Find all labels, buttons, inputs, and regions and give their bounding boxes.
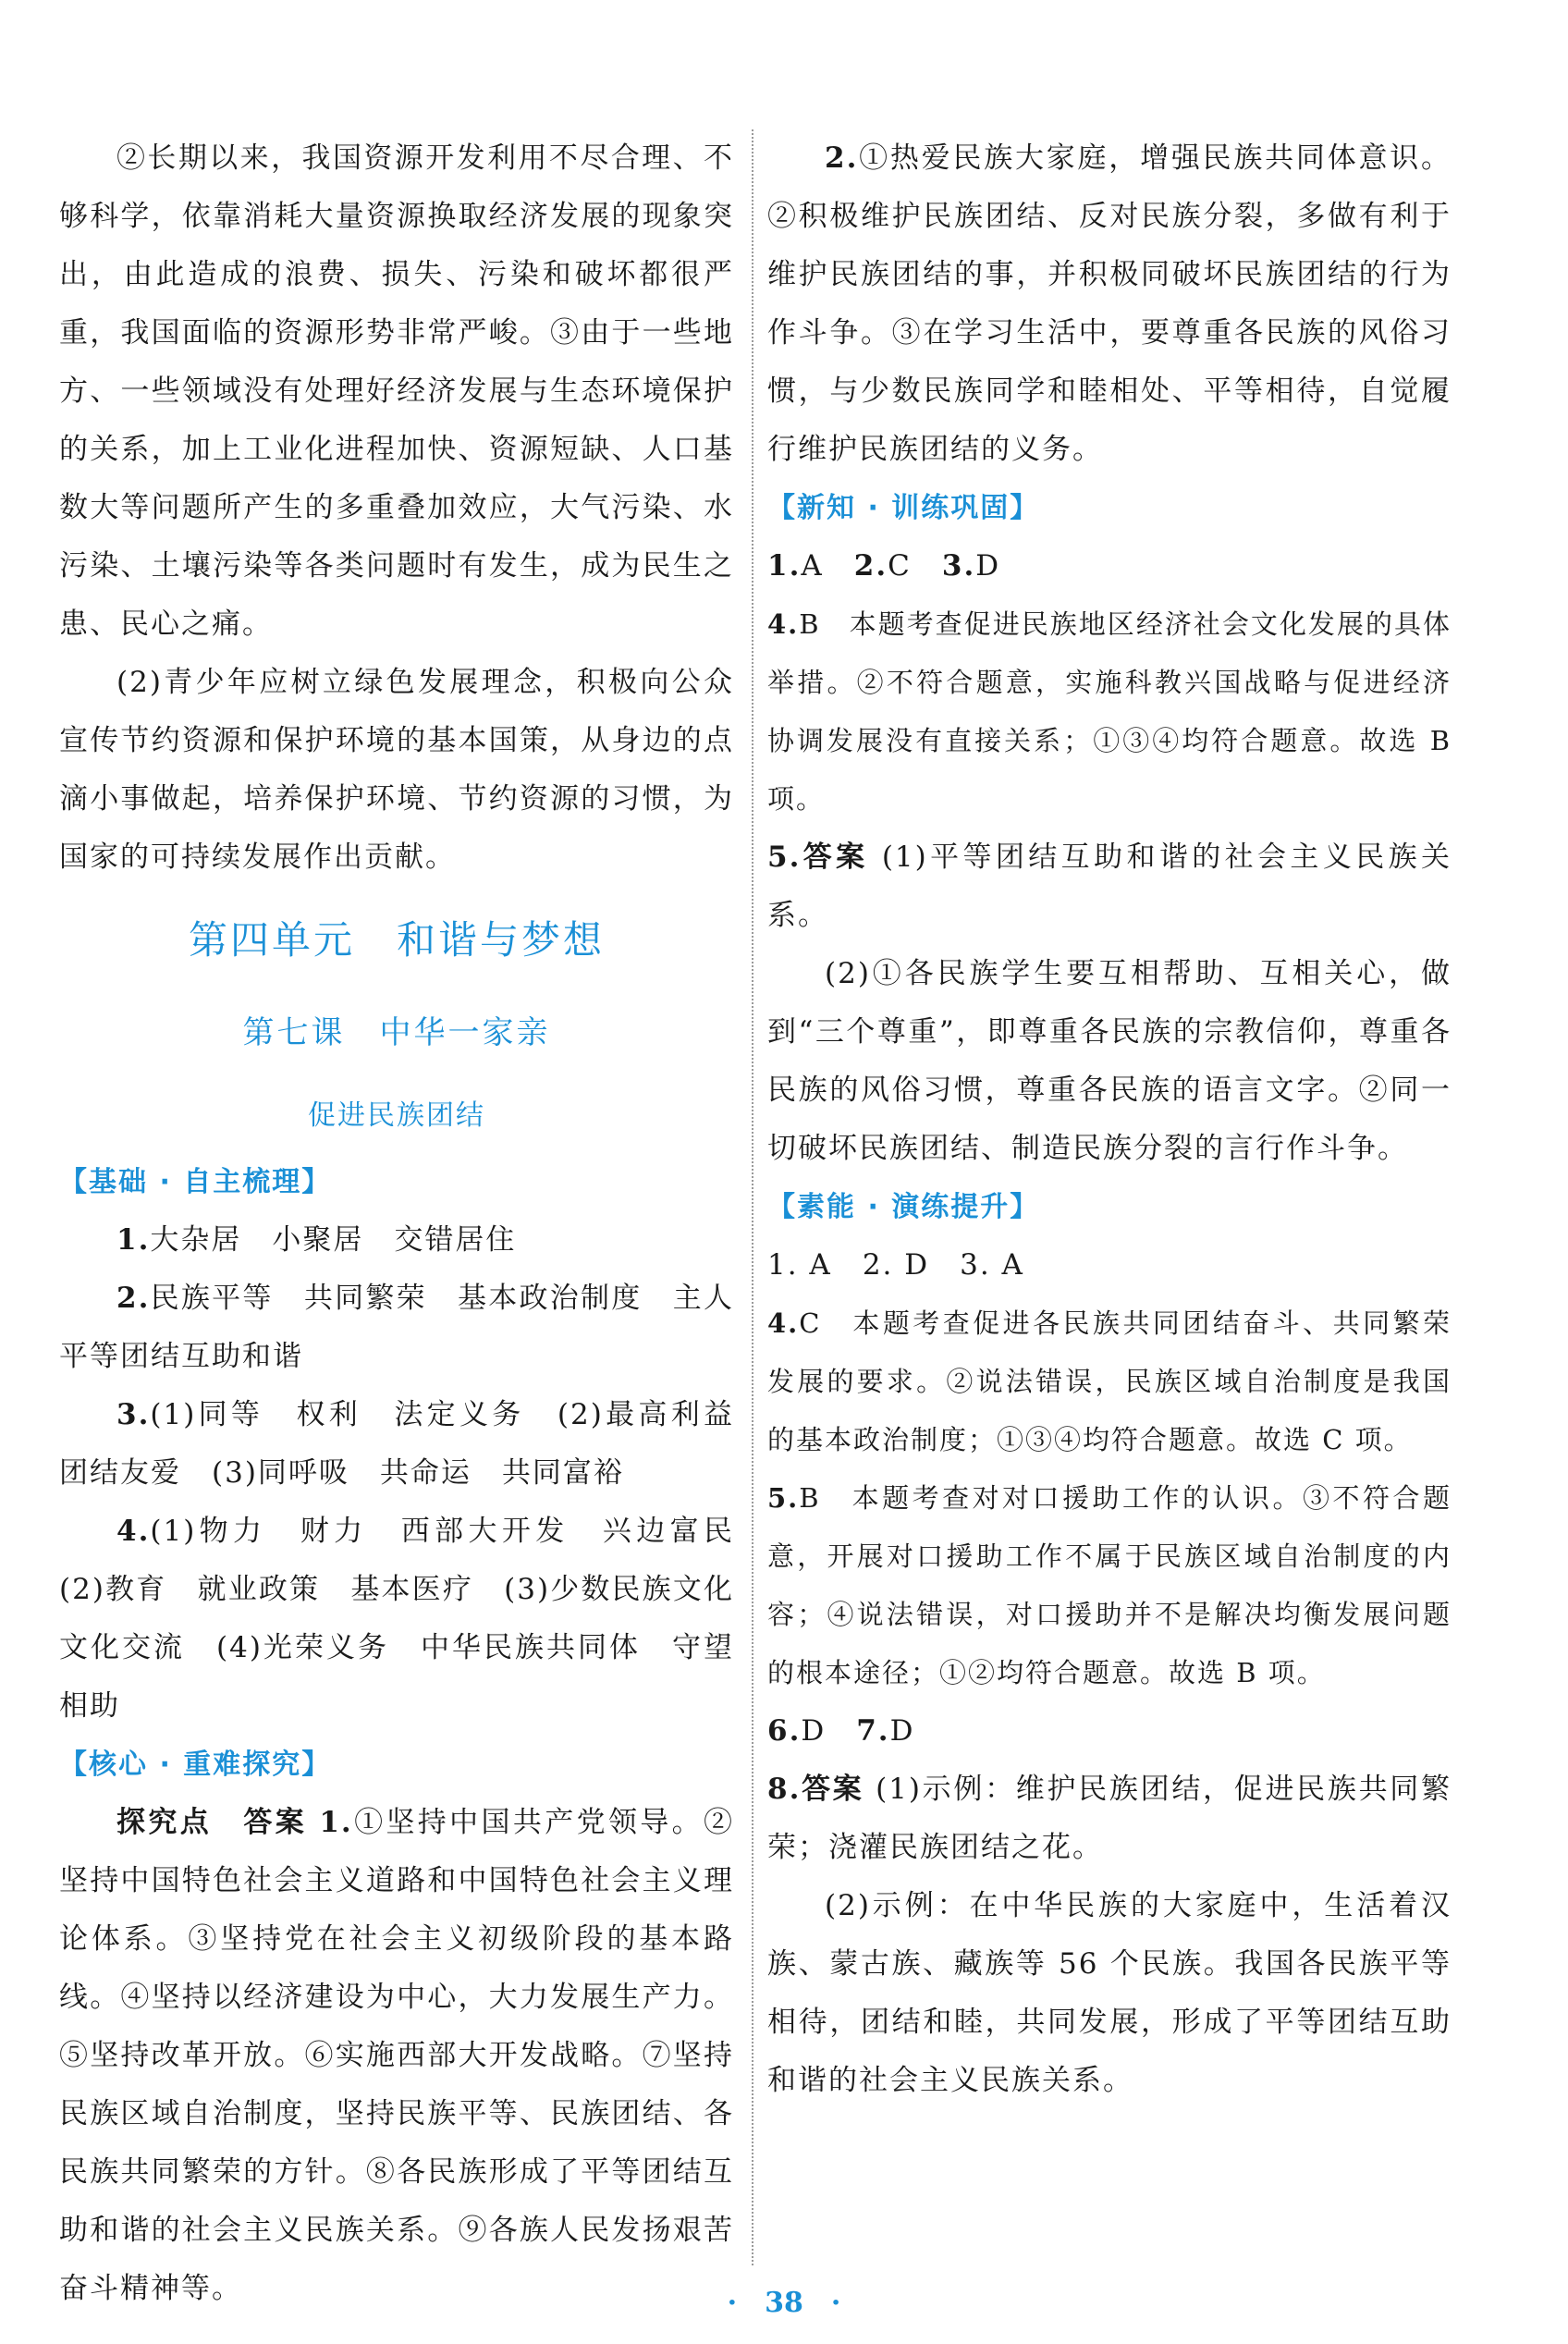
lesson-title: 第七课 中华一家亲 [242, 1014, 551, 1051]
new-answer-4 [767, 595, 1452, 828]
explore-answer-2-number: 2. [825, 141, 859, 175]
basic-item-4 [59, 1503, 765, 1736]
new-q2-number: 2. [853, 549, 888, 583]
explore-label: 探究点 答案 [116, 1806, 308, 1839]
basic-item-2-number: 2. [116, 1282, 151, 1315]
basic-item-3-number: 3. [116, 1398, 151, 1431]
skill-answer-8 [767, 1761, 1452, 1877]
basic-item-2-text: 民族平等 共同繁荣 基本政治制度 主人 平等团结互助和谐 [59, 1282, 765, 1373]
skill-q6-number: 6. [767, 1714, 802, 1748]
skill-q5-text: B 本题考查对对口援助工作的认识。③不符合题意，开展对口援助工作不属于民族区域自治制度的内容；④说法错误，对口援助并不是解决均衡发展问题的根本途径；①②均符合题意。故选 B 项。 [767, 1482, 1452, 1688]
intro-paragraph-1: ②长期以来，我国资源开发利用不尽合理、不够科学，依靠消耗大量资源换取经济发展的现象突出，由此造成的浪费、损失、污染和破坏都很严重，我国面临的资源形势非常严峻。③由于一些地方、一些领域没有处理好经济发展与生态环境保护的关系，加上工业化进程加快、资源短缺、人口基数大等问题所产生的多重叠加效应，大气污染、水污染、土壤污染等各类问题时有发生，成为民生之患、民心之痛。 [59, 141, 734, 641]
basic-item-3 [59, 1386, 765, 1503]
unit-title: 第四单元 和谐与梦想 [188, 917, 605, 963]
explore-answer-2-text: ①热爱民族大家庭，增强民族共同体意识。②积极维护民族团结、反对民族分裂，多做有利于维护民族团结的事，并积极同破坏民族团结的行为作斗争。③在学习生活中，要尊重各民族的风俗习惯，与少数民族同学和睦相处、平等相待，自觉履行维护民族团结的义务。 [767, 141, 1452, 466]
skill-q4-number: 4. [767, 1307, 800, 1339]
new-q4-number: 4. [767, 608, 800, 640]
new-q5-part-1: (1)平等团结互助和谐的社会主义民族关系。 [767, 841, 1452, 932]
explore-answer-1 [59, 1794, 734, 2318]
skill-answer-4 [767, 1295, 1452, 1469]
skill-answers-1-3: 1. A 2. D 3. A [767, 1248, 1024, 1282]
skill-q8-number: 8. [767, 1773, 802, 1806]
right-column [767, 129, 1452, 2110]
skill-q4-text: C 本题考查促进各民族共同团结奋斗、共同繁荣发展的要求。②说法错误，民族区域自治制度是我国的基本政治制度；①③④均符合题意。故选 C 项。 [767, 1307, 1452, 1455]
skill-q7-answer: D [889, 1714, 915, 1748]
skill-answer-5 [767, 1469, 1452, 1702]
basic-item-4-number: 4. [116, 1515, 151, 1548]
basic-item-3-text: (1)同等 权利 法定义务 (2)最高利益 团结友爱 (3)同呼吸 共命运 共同富裕 [59, 1398, 765, 1490]
explore-answer-1-text: ①坚持中国共产党领导。②坚持中国特色社会主义道路和中国特色社会主义理论体系。③坚持党在社会主义初级阶段的基本路线。④坚持以经济建设为中心，大力发展生产力。⑤坚持改革开放。⑥实施西部大开发战略。⑦坚持民族区域自治制度，坚持民族平等、民族团结、各民族共同繁荣的方针。⑧各民族形成了平等团结互助和谐的社会主义民族关系。⑨各族人民发扬艰苦奋斗精神等。 [59, 1806, 735, 2305]
skill-q7-number: 7. [856, 1714, 890, 1748]
new-q1-number: 1. [767, 549, 802, 583]
new-q4-text: B 本题考查促进民族地区经济社会文化发展的具体举措。②不符合题意，实施科教兴国战略与促进经济协调发展没有直接关系；①③④均符合题意。故选 B 项。 [767, 608, 1452, 815]
explore-answer-1-number: 1. [319, 1806, 353, 1839]
new-answer-5 [767, 828, 1452, 945]
skill-q8-part-1: (1)示例：维护民族团结，促进民族共同繁荣；浇灌民族团结之花。 [767, 1773, 1452, 1864]
skill-q8-label: 答案 [801, 1773, 864, 1806]
new-q1-answer: A [801, 549, 854, 583]
basic-item-1-number: 1. [116, 1223, 151, 1257]
new-q3-number: 3. [941, 549, 976, 583]
skill-q5-number: 5. [767, 1482, 800, 1514]
new-answers-1-3 [767, 537, 1452, 595]
skill-answers-6-7 [767, 1702, 1452, 1761]
section-heading-new: 【新知 · 训练巩固】 [767, 492, 1040, 524]
page-number: · 38 · [727, 2287, 841, 2319]
new-q3-answer: D [975, 549, 1001, 583]
column-divider [752, 129, 753, 2265]
skill-q6-answer: D [801, 1714, 857, 1748]
section-heading-skill: 【素能 · 演练提升】 [767, 1191, 1040, 1223]
new-q5-number: 5. [767, 841, 802, 874]
new-q5-label: 答案 [801, 841, 869, 874]
basic-item-2 [59, 1270, 765, 1386]
left-column [59, 129, 765, 2318]
section-heading-core: 【核心 · 重难探究】 [59, 1749, 332, 1781]
section-heading-basic: 【基础 · 自主梳理】 [59, 1166, 332, 1198]
section-subtitle: 促进民族团结 [308, 1099, 485, 1132]
intro-paragraph-2: (2)青少年应树立绿色发展理念，积极向公众宣传节约资源和保护环境的基本国策，从身边的点滴小事做起，培养保护环境、节约资源的习惯，为国家的可持续发展作出贡献。 [59, 666, 734, 874]
skill-answer-8-part-2: (2)示例：在中华民族的大家庭中，生活着汉族、蒙古族、藏族等 56 个民族。我国各民族平等相待，团结和睦，共同发展，形成了平等团结互助和谐的社会主义民族关系。 [767, 1889, 1452, 2097]
basic-item-4-text: (1)物力 财力 西部大开发 兴边富民 (2)教育 就业政策 基本医疗 (3)少数民族文化 文化交流 (4)光荣义务 中华民族共同体 守望相助 [59, 1515, 765, 1723]
new-answer-5-part-2: (2)①各民族学生要互相帮助、互相关心，做到“三个尊重”，即尊重各民族的宗教信仰，尊重各民族的风俗习惯，尊重各民族的语言文字。②同一切破坏民族团结、制造民族分裂的言行作斗争。 [767, 957, 1452, 1165]
basic-item-1-text: 大杂居 小聚居 交错居住 [150, 1223, 517, 1257]
basic-item-1 [59, 1211, 734, 1270]
new-q2-answer: C [888, 549, 942, 583]
explore-answer-2 [767, 129, 1452, 479]
